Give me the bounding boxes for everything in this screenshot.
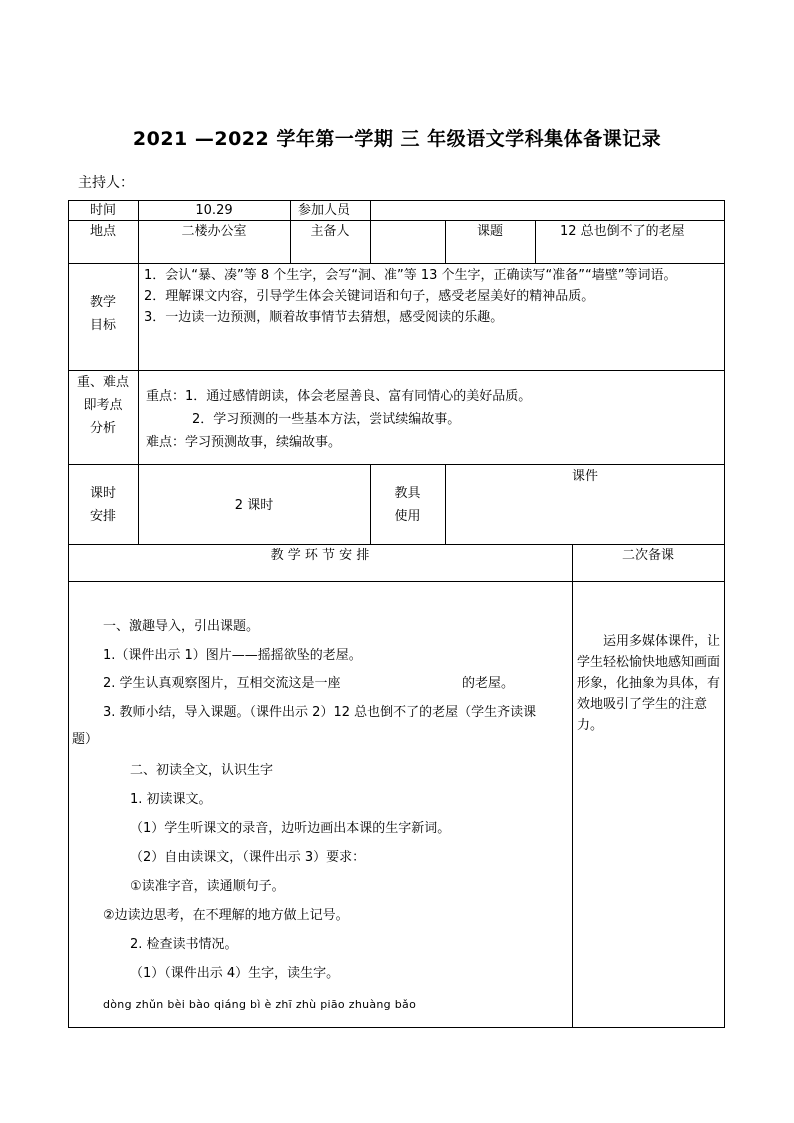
arrangement-header: 教 学 环 节 安 排 — [270, 548, 370, 563]
row-divider — [68, 370, 725, 371]
goal-item: 2．理解课文内容，引导学生体会关键词语和句子，感受老屋美好的精神品质。 — [144, 289, 595, 304]
goals-label-line: 教学 — [89, 295, 116, 310]
tools-value: 课件 — [572, 469, 599, 484]
key-label-line: 重、难点 — [76, 375, 129, 390]
body-line: （1）学生听课文的录音，边听边画出本课的生字新词。 — [130, 821, 451, 836]
goals-label-line: 目标 — [89, 317, 116, 333]
row-divider — [68, 544, 725, 545]
hours-label — [68, 483, 138, 529]
goals-content — [144, 265, 719, 328]
place-label: 地点 — [89, 224, 116, 239]
second-prep-header: 二次备课 — [621, 548, 674, 563]
hours-value: 2 课时 — [234, 498, 274, 513]
tools-label-line: 使用 — [394, 508, 421, 524]
body-line: 1.（课件出示 1）图片——摇摇欲坠的老屋。 — [103, 648, 362, 663]
key-points-content — [146, 385, 531, 454]
body-line: 二、初读全文，认识生字 — [130, 763, 274, 778]
time-value: 10.29 — [195, 203, 233, 218]
col-divider — [535, 220, 536, 263]
hours-label-line: 安排 — [89, 508, 116, 524]
place-value: 二楼办公室 — [181, 224, 247, 239]
pinyin-line: dòng zhǔn bèi bào qiáng bì è zhī zhù piāo zhuàng bǎo — [103, 998, 417, 1011]
tools-label — [370, 483, 445, 529]
body-line: 题） — [72, 732, 99, 747]
key-point-item: 2．学习预测的一些基本方法，尝试续编故事。 — [192, 412, 461, 427]
second-prep-text: 运用多媒体课件，让学生轻松愉快地感知画面形象，化抽象为具体，有效地吸引了学生的注意力。 — [577, 634, 721, 733]
lesson-record-table — [68, 200, 725, 1028]
body-line: 1. 初读课文。 — [130, 792, 212, 807]
tools-label-line: 教具 — [394, 486, 421, 501]
body-line: （1）（课件出示 4）生字，读生字。 — [130, 966, 340, 981]
body-line: 2. 学生认真观察图片，互相交流这是一座 — [103, 676, 341, 691]
body-line: 3. 教师小结，导入课题。（课件出示 2）12 总也倒不了的老屋（学生齐读课 — [103, 705, 537, 720]
page-title: 2021 —2022 学年第一学期 三 年级语文学科集体备课记录 — [132, 128, 662, 150]
goal-item: 1．会认“暴、凑”等 8 个生字，会写“洞、准”等 13 个生字，正确读写“准备”“墙壁”等词语。 — [144, 268, 677, 283]
goals-label — [68, 292, 138, 338]
col-divider — [370, 200, 371, 220]
key-point-item: 重点：1．通过感情朗读，体会老屋善良、富有同情心的美好品质。 — [146, 389, 532, 404]
topic-value: 12 总也倒不了的老屋 — [560, 224, 685, 239]
col-divider — [370, 220, 371, 263]
body-line: ①读准字音，读通顺句子。 — [130, 879, 285, 894]
body-line: （2）自由读课文，（课件出示 3）要求： — [130, 850, 366, 865]
row-divider — [68, 263, 725, 264]
col-divider — [290, 200, 291, 220]
key-points-label — [68, 372, 138, 440]
row-divider — [68, 1027, 725, 1028]
body-line: 一、激趣导入，引出课题。 — [103, 619, 260, 634]
key-label-line: 即考点 — [83, 397, 123, 413]
time-label: 时间 — [89, 203, 116, 218]
row-divider — [68, 581, 725, 582]
col-divider — [138, 263, 139, 464]
key-label-line: 分析 — [89, 420, 116, 436]
key-point-item: 难点：学习预测故事，续编故事。 — [146, 435, 342, 450]
topic-label: 课题 — [476, 224, 503, 239]
host-label: 主持人： — [78, 175, 134, 191]
goal-item: 3．一边读一边预测，顺着故事情节去猜想，感受阅读的乐趣。 — [144, 310, 504, 325]
col-divider — [445, 464, 446, 544]
col-divider — [724, 200, 725, 1028]
body-line: ②边读边思考，在不理解的地方做上记号。 — [103, 908, 349, 923]
col-divider — [572, 544, 573, 1028]
body-line: 的老屋。 — [462, 676, 515, 691]
participants-label: 参加人员 — [298, 203, 351, 218]
row-divider — [68, 464, 725, 465]
hours-label-line: 课时 — [89, 486, 116, 501]
preparer-label: 主备人 — [310, 224, 350, 239]
body-line: 2. 检查读书情况。 — [130, 937, 238, 952]
